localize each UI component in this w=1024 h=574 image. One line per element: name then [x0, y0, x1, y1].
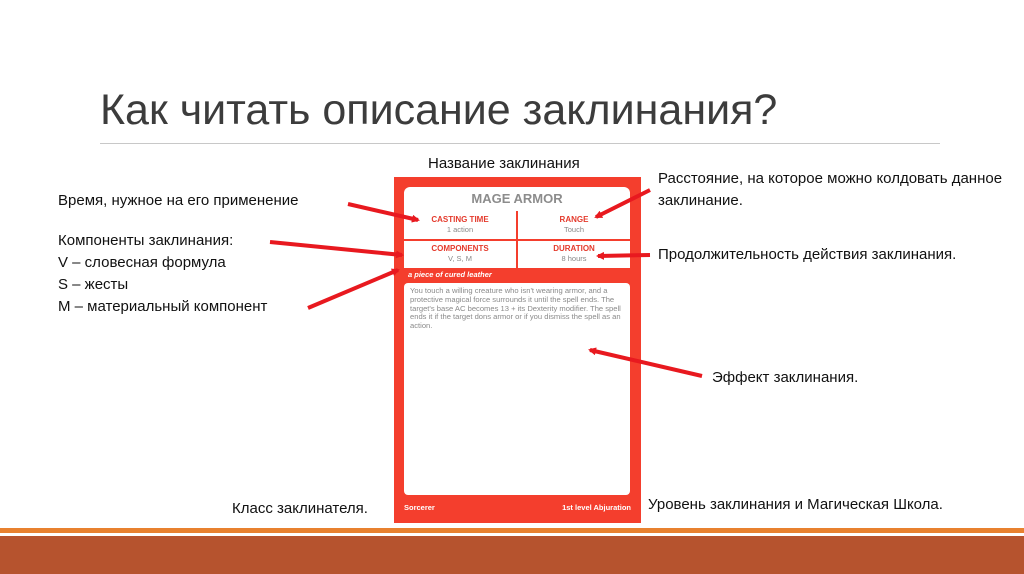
card-range-value: Touch — [563, 224, 584, 234]
label-components-m: M – материальный компонент — [58, 298, 268, 315]
card-duration-label: DURATION — [553, 244, 595, 254]
footer-bar — [0, 536, 1024, 574]
label-components-title: Компоненты заклинания: — [58, 232, 234, 249]
label-caster-class: Класс заклинателя. — [232, 500, 368, 517]
label-effect: Эффект заклинания. — [712, 369, 859, 386]
arrow-components — [270, 242, 402, 255]
card-description: You touch a willing creature who isn't wearing armor, and a protective magical force surrounds it until the spell ends. The target's base AC becomes 13 + its Dexterity modifier. The spell ends it if the target dons armor or if you dismiss the spell as an action. — [404, 283, 630, 495]
card-components-value: V, S, M — [448, 254, 472, 264]
arrow-casting-time — [348, 204, 418, 220]
card-level: 1st level Abjuration — [562, 503, 631, 512]
label-level-school: Уровень заклинания и Магическая Школа. — [648, 496, 943, 513]
footer-accent-stripe — [0, 528, 1024, 533]
arrow-effect — [590, 350, 702, 376]
card-casting-time-value: 1 action — [446, 224, 474, 234]
card-duration-value: 8 hours — [561, 254, 587, 264]
card-casting-time-label: CASTING TIME — [431, 214, 489, 224]
label-components-v: V – словесная формула — [58, 254, 226, 271]
label-casting-time: Время, нужное на его применение — [58, 192, 299, 209]
card-spell-name: MAGE ARMOR — [404, 187, 630, 211]
arrow-material — [308, 270, 398, 308]
card-class: Sorcerer — [404, 503, 435, 512]
label-spell-name: Название заклинания — [428, 155, 580, 172]
label-components-s: S – жесты — [58, 276, 129, 293]
card-components-label: COMPONENTS — [431, 244, 489, 254]
arrow-range — [596, 190, 650, 217]
label-range: Расстояние, на которое можно колдовать данное заклинание. — [658, 170, 1003, 209]
card-material: a piece of cured leather — [408, 270, 492, 279]
arrow-duration — [598, 255, 650, 256]
slide-title: Как читать описание заклинания? — [100, 86, 778, 134]
card-range-label: RANGE — [559, 214, 589, 224]
label-duration: Продолжительность действия заклинания. — [658, 246, 957, 263]
